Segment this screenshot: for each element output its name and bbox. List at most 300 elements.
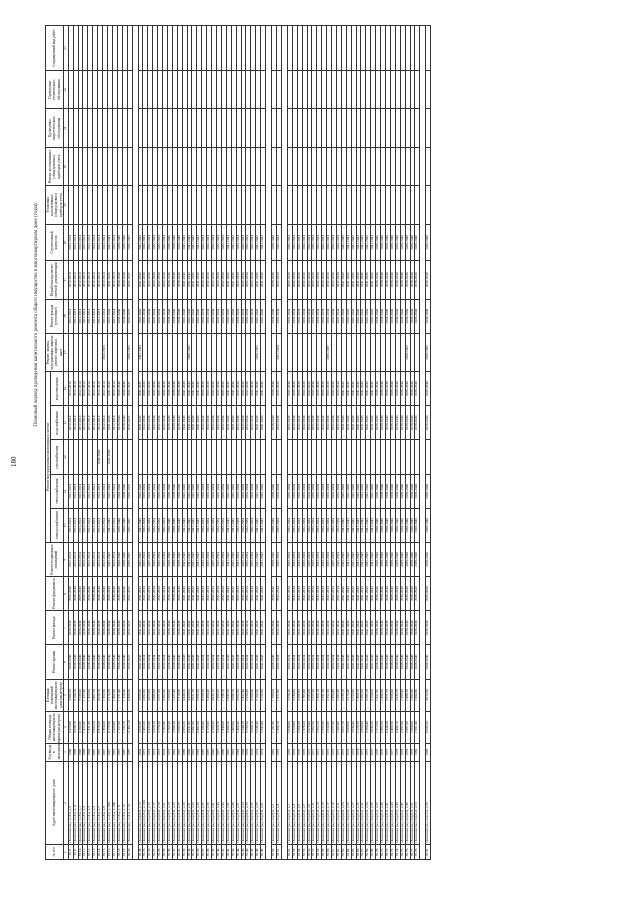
period-cell: 2032-2034 (332, 542, 337, 576)
period-cell: 2038-2040 (395, 542, 400, 576)
year-cell: 1973 (346, 743, 351, 761)
living-area-cell: 3 368,60 (167, 679, 172, 711)
address-cell: г.Калининград, ул.8-я, д.1 (78, 761, 83, 844)
period-cell: 2032-2034 (312, 299, 317, 333)
period-cell: 2032-2034 (163, 406, 168, 440)
period-cell: 2041-2043 (341, 542, 346, 576)
period-cell: 2032-2034 (158, 224, 163, 260)
row-number: 35.13. (93, 845, 98, 860)
period-cell: 2032-2034 (163, 474, 168, 508)
period-cell: 2012-2014 (68, 372, 73, 406)
period-cell: 2038-2040 (167, 372, 172, 406)
period-cell: 2041-2043 (197, 299, 202, 333)
column-number: 3 (63, 743, 68, 761)
area-cell: 2 609,50 (172, 711, 177, 743)
period-cell: 2032-2034 (202, 645, 207, 679)
period-cell: 2038-2040 (426, 508, 431, 542)
address-cell: г.Калининград, пер.8-й, д.17 (153, 761, 158, 844)
period-cell: 2041-2043 (187, 508, 192, 542)
period-cell: 2012-2014 (68, 406, 73, 440)
address-cell: г.Калининград, пер.6-й, д.53 (415, 761, 420, 844)
period-cell: 2032-2034 (312, 577, 317, 611)
area-cell: 2 695,70 (381, 711, 386, 743)
period-cell: 2032-2034 (287, 508, 292, 542)
period-cell: 2012-2014 (103, 224, 108, 260)
period-cell: 2038-2040 (381, 299, 386, 333)
period-cell: 2038-2040 (405, 224, 410, 260)
header-control: Строительный контроль (46, 224, 64, 260)
period-cell: 2041-2043 (366, 372, 371, 406)
period-cell: 2032-2034 (153, 645, 158, 679)
period-cell: 2041-2043 (366, 406, 371, 440)
period-cell: 2012-2014 (98, 542, 103, 576)
period-cell: 2012-2014 (83, 508, 88, 542)
period-cell: 2032-2034 (322, 577, 327, 611)
period-cell: 2032-2034 (153, 299, 158, 333)
row-number: 35.31. (172, 845, 177, 860)
row-number: 35.14. (98, 845, 103, 860)
period-cell: 2032-2034 (148, 645, 153, 679)
period-cell: 2038-2040 (390, 474, 395, 508)
period-cell: 2032-2034 (307, 508, 312, 542)
row-number: 35.18. (117, 845, 122, 860)
period-cell: 2038-2040 (167, 299, 172, 333)
period-cell: 2032-2034 (251, 299, 256, 333)
period-cell: 2012-2014 (93, 474, 98, 508)
period-cell: 2038-2040 (122, 645, 127, 679)
address-cell: г.Калининград, пер.8-й, д.43 (217, 761, 222, 844)
address-cell: г.Калининград, пер.6-й, д.47 (400, 761, 405, 844)
period-cell: 2032-2034 (317, 372, 322, 406)
period-cell: 2041-2043 (261, 261, 266, 299)
area-cell: 4 409,10 (395, 711, 400, 743)
period-cell: 2032-2034 (148, 611, 153, 645)
period-cell: 2041-2043 (138, 508, 143, 542)
address-cell: г.Калининград, ул.8-я, д.9 (68, 761, 73, 844)
period-cell: 2041-2043 (182, 261, 187, 299)
period-cell: 2032-2034 (322, 645, 327, 679)
period-cell: 2041-2043 (366, 645, 371, 679)
year-cell: 1976 (381, 743, 386, 761)
period-cell: 2032-2034 (302, 261, 307, 299)
period-cell: 2012-2014 (73, 406, 78, 440)
address-cell: г.Калининград, пер.8-й, д.45 (221, 761, 226, 844)
row-number: 35.78. (415, 845, 420, 860)
period-cell: 2041-2043 (371, 542, 376, 576)
area-cell: 3 679,00 (307, 711, 312, 743)
column-number: 23 (63, 26, 68, 71)
period-cell: 2032-2034 (332, 224, 337, 260)
year-cell: 1970 (251, 743, 256, 761)
period-cell: 2041-2043 (197, 645, 202, 679)
period-cell: 2038-2040 (381, 474, 386, 508)
area-cell: 4 333,80 (148, 711, 153, 743)
period-cell: 2032-2034 (336, 261, 341, 299)
period-cell: 2038-2040 (405, 577, 410, 611)
period-cell: 2041-2043 (226, 577, 231, 611)
address-cell: г.Калининград, ул.8-я, д.11 (73, 761, 78, 844)
period-cell: 2038-2040 (395, 474, 400, 508)
period-cell: 2032-2034 (251, 406, 256, 440)
period-cell: 2038-2040 (83, 645, 88, 679)
period-cell: 2032-2034 (322, 542, 327, 576)
address-cell: г.Калининград, пер.6-й, д.11 (312, 761, 317, 844)
period-cell: 2032-2034 (217, 261, 222, 299)
period-cell: 2032-2034 (276, 299, 281, 333)
area-cell: 2 605,50 (177, 711, 182, 743)
period-cell: 2041-2043 (107, 299, 112, 333)
column-number: 4 (63, 711, 68, 743)
period-cell: 2038-2040 (400, 299, 405, 333)
row-number: 35.58. (317, 845, 322, 860)
row-number: 35.68. (366, 845, 371, 860)
address-cell: г.Калининград, пер.6-й, д.27 (351, 761, 356, 844)
period-cell: 2041-2043 (356, 372, 361, 406)
row-number: 35.42. (226, 845, 231, 860)
period-cell: 2041-2043 (226, 508, 231, 542)
year-cell: 1977 (390, 743, 395, 761)
period-cell: 2032-2034 (317, 406, 322, 440)
period-cell: 2032-2034 (297, 474, 302, 508)
period-cell: 2032-2034 (276, 372, 281, 406)
period-cell: 2032-2034 (307, 645, 312, 679)
living-area-cell: 2 406,90 (381, 679, 386, 711)
period-cell: 2038-2040 (410, 542, 415, 576)
period-cell: 2032-2034 (148, 406, 153, 440)
period-cell: 2035-2037 (127, 611, 132, 645)
period-cell: 2032-2034 (148, 261, 153, 299)
period-cell: 2032-2034 (163, 645, 168, 679)
period-cell: 2012-2014 (88, 474, 93, 508)
period-cell: 2038-2040 (177, 372, 182, 406)
period-cell: 2032-2034 (221, 224, 226, 260)
period-cell: 2012-2014 (88, 372, 93, 406)
period-cell: 2032-2034 (302, 372, 307, 406)
period-cell: 2041-2043 (138, 406, 143, 440)
period-cell: 2032-2034 (143, 611, 148, 645)
period-cell: 2041-2043 (346, 299, 351, 333)
year-cell: 1970 (246, 743, 251, 761)
row-number: 35.44. (236, 845, 241, 860)
period-cell: 2038-2040 (410, 299, 415, 333)
period-cell: 2038-2040 (122, 474, 127, 508)
period-cell: 2038-2040 (376, 224, 381, 260)
living-area-cell: 1 898,70 (356, 679, 361, 711)
period-cell: 2038-2040 (83, 611, 88, 645)
period-cell: 2041-2043 (356, 299, 361, 333)
row-number: 35.74. (395, 845, 400, 860)
period-cell: 2038-2040 (376, 508, 381, 542)
period-cell: 2041-2043 (197, 542, 202, 576)
period-cell: 2038-2040 (415, 577, 420, 611)
year-cell: 1974 (261, 743, 266, 761)
period-cell: 2041-2043 (256, 611, 261, 645)
period-cell: 2038-2040 (167, 577, 172, 611)
period-cell: 2038-2040 (117, 542, 122, 576)
period-cell: 2032-2034 (322, 261, 327, 299)
period-cell: 2041-2043 (261, 372, 266, 406)
period-cell: 2038-2040 (400, 508, 405, 542)
period-cell: 2041-2043 (256, 577, 261, 611)
year-cell: 1992 (172, 743, 177, 761)
column-number: 10 (63, 508, 68, 542)
period-cell: 2032-2034 (241, 645, 246, 679)
period-cell: 2032-2034 (287, 474, 292, 508)
period-cell: 2032-2034 (207, 542, 212, 576)
area-cell: 3 300,30 (226, 711, 231, 743)
period-cell: 2032-2034 (312, 542, 317, 576)
period-cell: 2032-2034 (163, 577, 168, 611)
period-cell: 2012-2014 (93, 508, 98, 542)
period-cell: 2038-2040 (390, 261, 395, 299)
period-cell: 2009-2032 (187, 333, 192, 371)
living-area-cell: 3 538,90 (78, 679, 83, 711)
header-insulation: Ремонт фасада (утепление) (46, 299, 64, 333)
year-cell: 1992 (192, 743, 197, 761)
row-number: 35.40. (217, 845, 222, 860)
period-cell: 2038-2040 (386, 261, 391, 299)
period-cell: 2032-2034 (212, 406, 217, 440)
period-cell: 2041-2043 (351, 508, 356, 542)
period-cell: 2038-2040 (122, 261, 127, 299)
period-cell: 2041-2043 (356, 508, 361, 542)
period-cell: 2041-2043 (371, 508, 376, 542)
period-cell: 2032-2034 (332, 261, 337, 299)
period-cell: 2038-2040 (122, 224, 127, 260)
period-cell: 2012-2014 (78, 406, 83, 440)
period-cell: 2032-2034 (221, 645, 226, 679)
area-cell: 2 581,40 (415, 711, 420, 743)
period-cell: 2032-2034 (158, 406, 163, 440)
area-cell: 4 320,80 (68, 711, 73, 743)
living-area-cell: 9 408,30 (127, 679, 132, 711)
address-cell: г.Калининград, пер.6-й, д.1 (287, 761, 292, 844)
period-cell: 2032-2034 (336, 299, 341, 333)
period-cell: 2041-2043 (138, 372, 143, 406)
period-cell: 2012-2014 (73, 474, 78, 508)
period-cell: 2041-2043 (192, 508, 197, 542)
period-cell: 2032-2034 (327, 224, 332, 260)
address-cell: г.Калининград, пер.8-й, д.53 (241, 761, 246, 844)
period-cell: 2041-2043 (138, 542, 143, 576)
period-cell: 2017-2019 (276, 333, 281, 371)
period-cell: 2032-2034 (163, 542, 168, 576)
period-cell: 2041-2043 (371, 372, 376, 406)
header-no: № п/п (46, 845, 64, 860)
period-cell: 2041-2043 (231, 299, 236, 333)
period-cell: 2038-2040 (386, 542, 391, 576)
year-cell: 1973 (341, 743, 346, 761)
period-cell: 2041-2043 (346, 372, 351, 406)
row-number: 35.72. (386, 845, 391, 860)
period-cell: 2041-2043 (341, 224, 346, 260)
period-cell: 2032-2034 (241, 299, 246, 333)
period-cell: 2012-2014 (98, 474, 103, 508)
period-cell: 2032-2034 (212, 542, 217, 576)
area-cell: 2 126,50 (356, 711, 361, 743)
address-cell: г.Калининград, пер.6-й, д.25 (346, 761, 351, 844)
period-cell: 2041-2043 (182, 645, 187, 679)
period-cell: 2038-2040 (410, 406, 415, 440)
area-cell: 3 636,70 (73, 711, 78, 743)
period-cell: 2032-2034 (163, 508, 168, 542)
period-cell: 2032-2034 (276, 261, 281, 299)
period-cell: 2041-2043 (346, 645, 351, 679)
period-cell: 2032-2034 (246, 611, 251, 645)
address-cell: г.Калининград, пер.6-й, д.33 (366, 761, 371, 844)
period-cell: 2012-2014 (103, 372, 108, 406)
period-cell: 2038-2040 (426, 611, 431, 645)
period-cell: 2041-2043 (356, 406, 361, 440)
period-cell: 2041-2043 (107, 440, 112, 474)
period-cell: 2041-2043 (226, 224, 231, 260)
period-cell: 2032-2034 (312, 474, 317, 508)
period-cell: 2038-2040 (395, 508, 400, 542)
address-cell: г.Калининград, пер.6-й, д.5 (297, 761, 302, 844)
period-cell: 2032-2034 (207, 474, 212, 508)
period-cell: 2041-2043 (226, 474, 231, 508)
period-cell: 2038-2040 (98, 577, 103, 611)
living-area-cell: 3 166,50 (256, 679, 261, 711)
living-area-cell: 2 318,80 (177, 679, 182, 711)
address-cell: г.Калининград, ул.8-я, д.7 (98, 761, 103, 844)
address-cell: г.Калининград, пер.8-й, д.41 (212, 761, 217, 844)
period-cell: 2041-2043 (138, 645, 143, 679)
row-number: 35.69. (371, 845, 376, 860)
period-cell: 2032-2034 (317, 508, 322, 542)
period-cell: 2038-2040 (98, 645, 103, 679)
area-cell: 3 549,40 (256, 711, 261, 743)
living-area-cell: 2 382,90 (410, 679, 415, 711)
row-number: 35.38. (207, 845, 212, 860)
period-cell: 2032-2034 (297, 577, 302, 611)
period-cell: 2041-2043 (231, 577, 236, 611)
table-body (68, 26, 431, 860)
period-cell: 2041-2043 (107, 261, 112, 299)
period-cell: 2032-2034 (336, 224, 341, 260)
address-cell: г.Калининград, пер.8-й, д.29 (182, 761, 187, 844)
period-cell: 2032-2034 (212, 372, 217, 406)
period-cell: 2012-2014 (103, 261, 108, 299)
period-cell: 2038-2040 (395, 645, 400, 679)
period-cell: 2038-2040 (167, 474, 172, 508)
period-cell (426, 26, 431, 71)
header-meter-repair: Ремонт коллективных (общедомовых) приборов учета (46, 147, 64, 185)
area-cell: 4 635,50 (426, 711, 431, 743)
period-cell: 2032-2034 (153, 508, 158, 542)
period-cell: 2032-2034 (217, 645, 222, 679)
period-cell: 2032-2034 (336, 406, 341, 440)
living-area-cell: 3 299,40 (251, 679, 256, 711)
address-cell: г.Калининград, пер.8-й, д.15 (148, 761, 153, 844)
year-cell: 1974 (148, 743, 153, 761)
period-cell: 2038-2040 (73, 645, 78, 679)
period-cell: 2038-2040 (410, 261, 415, 299)
area-cell: 3 698,10 (251, 711, 256, 743)
period-cell: 2038-2040 (426, 645, 431, 679)
period-cell: 2032-2034 (153, 224, 158, 260)
area-cell: 1 948,60 (221, 711, 226, 743)
period-cell: 2032-2034 (202, 611, 207, 645)
period-cell: 2012-2014 (83, 542, 88, 576)
year-cell: 1972 (332, 743, 337, 761)
period-cell: 2038-2040 (177, 508, 182, 542)
period-cell: 2041-2043 (261, 406, 266, 440)
header-engineering-systems: Ремонт внутридомовых инженерных систем (46, 372, 51, 543)
period-cell: 2041-2043 (346, 224, 351, 260)
address-cell: г.Калининград, пер.6-й, д.23 (341, 761, 346, 844)
living-area-cell: 4 013,30 (426, 679, 431, 711)
address-cell: г.Калининград, пер.6-й, д.43 (390, 761, 395, 844)
area-cell: 2 687,90 (400, 711, 405, 743)
period-cell: 2032-2034 (143, 542, 148, 576)
living-area-cell: 2 377,30 (312, 679, 317, 711)
row-number: 35.66. (356, 845, 361, 860)
row-number: 35.63. (341, 845, 346, 860)
period-cell: 2032-2034 (312, 224, 317, 260)
period-cell: 2012-2014 (78, 261, 83, 299)
period-cell: 2032-2034 (312, 261, 317, 299)
period-cell: 2032-2034 (336, 372, 341, 406)
area-cell: 4 466,50 (390, 711, 395, 743)
period-cell: 2032-2034 (307, 224, 312, 260)
period-cell: 2012-2014 (103, 299, 108, 333)
period-cell: 2032-2034 (221, 542, 226, 576)
address-cell: г.Калининград, пер.6-й, д.15 (322, 761, 327, 844)
row-number: 35.36. (197, 845, 202, 860)
row-number: 35.12. (88, 845, 93, 860)
period-cell: 2032-2034 (307, 474, 312, 508)
period-cell: 2032-2034 (276, 224, 281, 260)
period-cell: 2038-2040 (172, 508, 177, 542)
period-cell: 2038-2040 (167, 261, 172, 299)
period-cell: 2041-2043 (138, 474, 143, 508)
period-cell: 2038-2040 (376, 645, 381, 679)
row-number: 35.61. (332, 845, 337, 860)
row-number: 35.10. (78, 845, 83, 860)
row-number: 35.52. (287, 845, 292, 860)
period-cell: 2032-2034 (327, 508, 332, 542)
period-cell: 2032-2034 (302, 406, 307, 440)
period-cell: 2038-2040 (381, 577, 386, 611)
period-cell: 2032-2034 (302, 611, 307, 645)
living-area-cell: 4 440,20 (182, 679, 187, 711)
period-cell: 2038-2040 (390, 224, 395, 260)
period-cell: 2032-2034 (336, 474, 341, 508)
period-cell: 2041-2043 (371, 406, 376, 440)
period-cell: 2032-2034 (202, 406, 207, 440)
period-cell: 2041-2043 (256, 372, 261, 406)
period-cell: 2038-2040 (415, 261, 420, 299)
period-cell: 2038-2040 (272, 261, 277, 299)
period-cell: 2041-2043 (231, 542, 236, 576)
year-cell: 1993 (231, 743, 236, 761)
period-cell: 2032-2034 (327, 372, 332, 406)
period-cell: 2038-2040 (400, 577, 405, 611)
period-cell: 2012-2015 (103, 333, 108, 371)
period-cell: 2041-2043 (187, 542, 192, 576)
period-cell: 2032-2034 (212, 645, 217, 679)
period-cell: 2041-2043 (256, 406, 261, 440)
period-cell: 2038-2040 (376, 542, 381, 576)
period-cell: 2032-2034 (241, 577, 246, 611)
year-cell: 1970 (302, 743, 307, 761)
period-cell: 2038-2040 (172, 261, 177, 299)
period-cell: 2032-2034 (221, 406, 226, 440)
year-cell: 2004 (138, 743, 143, 761)
year-cell: 1997 (112, 743, 117, 761)
period-cell: 2012-2014 (112, 508, 117, 542)
